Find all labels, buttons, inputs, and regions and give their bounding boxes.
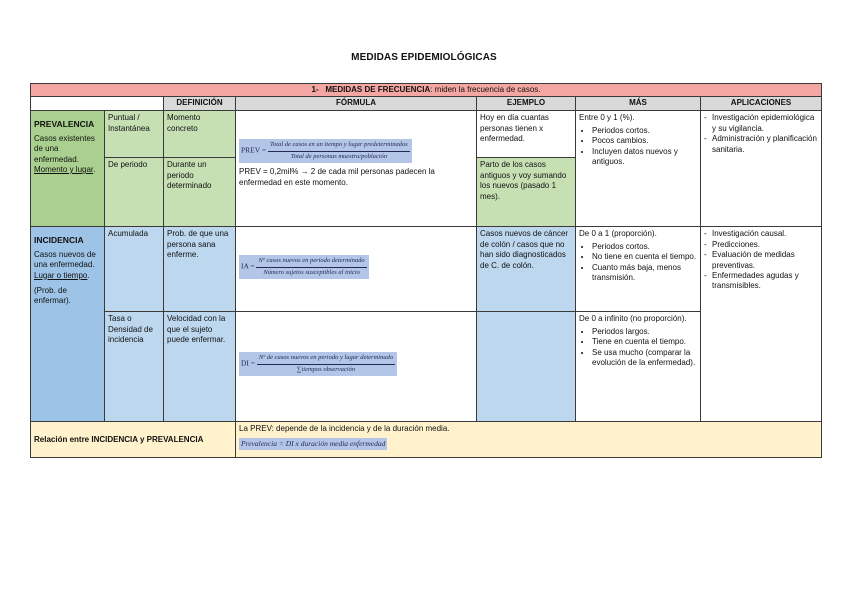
incidencia-acumulada-label: Acumulada	[105, 227, 164, 312]
ia-formula: IA = $\frac{\text{Nº casos nuevos en periodo determinado}}{\text{Número sujetos susceptibles al inicio}}$	[239, 255, 369, 279]
prevalencia-desc: Casos existentes de una enfermedad. Momento y lugar.	[34, 133, 96, 175]
incidencia-densidad-ejemplo	[477, 312, 576, 422]
incidencia-acumulada-ejemplo: Casos nuevos de cáncer de colón / casos que no han sido diagnosticados de C. de colón.	[477, 227, 576, 312]
section-banner	[31, 84, 822, 97]
list-item: - Evaluación de medidas preventivas.	[712, 250, 818, 271]
list-item: - Investigación causal.	[712, 229, 818, 239]
banner-text: : miden la frecuencia de casos.	[430, 85, 541, 94]
prevalencia-aplicaciones	[701, 111, 822, 227]
incidencia-desc: Casos nuevos de una enfermedad. Lugar o tiempo.	[34, 249, 96, 280]
list-item: - Investigación epidemiológica y su vigilancia.	[712, 113, 818, 134]
list-item: • No tiene en cuenta el tiempo.	[592, 252, 697, 262]
relacion-label: Relación entre INCIDENCIA y PREVALENCIA	[34, 434, 204, 444]
incidencia-densidad-def: Velocidad con la que el sujeto puede enfermar.	[164, 312, 236, 422]
incidencia-acumulada-mas	[576, 227, 701, 312]
list-item: - Administración y planificación sanitaria.	[712, 134, 818, 155]
header-ejemplo: EJEMPLO	[477, 97, 576, 111]
prevalencia-ejemplo2: Parto de los casos antiguos y voy sumando los nuevos (pasado 1 mes).	[477, 158, 576, 227]
relacion-label-cell	[31, 422, 236, 458]
incidencia-desc-underlined: Lugar o tiempo	[34, 270, 88, 280]
prevalencia-periodo-def: Durante un periodo determinado	[164, 158, 236, 227]
list-item: • Cuanto más baja, menos transmisión.	[592, 263, 697, 284]
incidencia-acumulada-def: Prob. de que una persona sana enferme.	[164, 227, 236, 312]
prevalencia-desc-underlined: Momento y lugar	[34, 165, 94, 175]
banner-title: MEDIDAS DE FRECUENCIA	[325, 85, 431, 94]
epidemiology-table	[30, 83, 822, 458]
list-item: - Predicciones.	[712, 240, 818, 250]
list-item: • Tiene en cuenta el tiempo.	[592, 337, 697, 347]
header-definicion: DEFINICIÓN	[164, 97, 236, 111]
prevalencia-puntual-def: Momento concreto	[164, 111, 236, 158]
ia-mas-title: De 0 a 1 (proporción).	[579, 229, 657, 239]
header-aplicaciones: APLICACIONES	[701, 97, 822, 111]
di-formula: DI = $\frac{\text{Nº de casos nuevos en periodo y lugar determinado}}{\text{∑tiempos observación}}$	[239, 352, 397, 376]
relacion-content	[236, 422, 822, 458]
list-item: - Enfermedades agudas y transmisibles.	[712, 271, 818, 292]
incidencia-desc2: (Prob. de enfermar).	[34, 286, 71, 306]
prevalencia-mas-list	[579, 126, 697, 168]
prevalencia-cell	[31, 111, 105, 227]
prevalencia-ejemplo1: Hoy en día cuantas personas tienen x enfermedad.	[477, 111, 576, 158]
incidencia-title: INCIDENCIA	[34, 235, 84, 246]
list-item: • Periodos cortos.	[592, 126, 697, 136]
incidencia-densidad-label: Tasa o Densidad de incidencia	[105, 312, 164, 422]
relacion-formula: Prevalencia = DI x duración media enfermedad	[239, 438, 387, 450]
list-item: • Periodos largos.	[592, 327, 697, 337]
incidencia-aplicaciones	[701, 227, 822, 422]
list-item: • Incluyen datos nuevos y antiguos.	[592, 147, 697, 168]
prevalencia-mas-title: Entre 0 y 1 (%).	[579, 113, 635, 123]
incidencia-acumulada-formula-cell	[236, 227, 477, 312]
prevalencia-formula-cell	[236, 111, 477, 227]
prevalencia-title: PREVALENCIA	[34, 119, 95, 130]
document-title: MEDIDAS EPIDEMIOLÓGICAS	[351, 52, 497, 63]
di-mas-title: De 0 a infinito (no proporción).	[579, 314, 687, 324]
incidencia-densidad-formula-cell	[236, 312, 477, 422]
list-item: • Periodos cortos.	[592, 242, 697, 252]
prevalencia-puntual-label: Puntual / Instantánea	[105, 111, 164, 158]
prevalencia-periodo-label: De periodo	[105, 158, 164, 227]
incidencia-cell	[31, 227, 105, 422]
prevalencia-mas	[576, 111, 701, 227]
list-item: • Se usa mucho (comparar la evolución de la enfermedad).	[592, 348, 697, 369]
banner-number: 1-	[311, 85, 319, 94]
header-formula: FÓRMULA	[236, 97, 477, 111]
header-empty	[31, 97, 164, 111]
header-mas: MÁS	[576, 97, 701, 111]
relacion-text: La PREV: depende de la incidencia y de la duración media.	[239, 424, 450, 434]
prevalencia-formula-note: PREV = 0,2mil% → 2 de cada mil personas padecen la enfermedad en este momento.	[239, 167, 435, 187]
list-item: • Pocos cambios.	[592, 136, 697, 146]
prevalencia-formula: PREV = $\frac{\text{Total de casos en un tiempo y lugar predeterminados}}{\text{Total de personas muestra/población}}$	[239, 139, 412, 163]
incidencia-densidad-mas	[576, 312, 701, 422]
